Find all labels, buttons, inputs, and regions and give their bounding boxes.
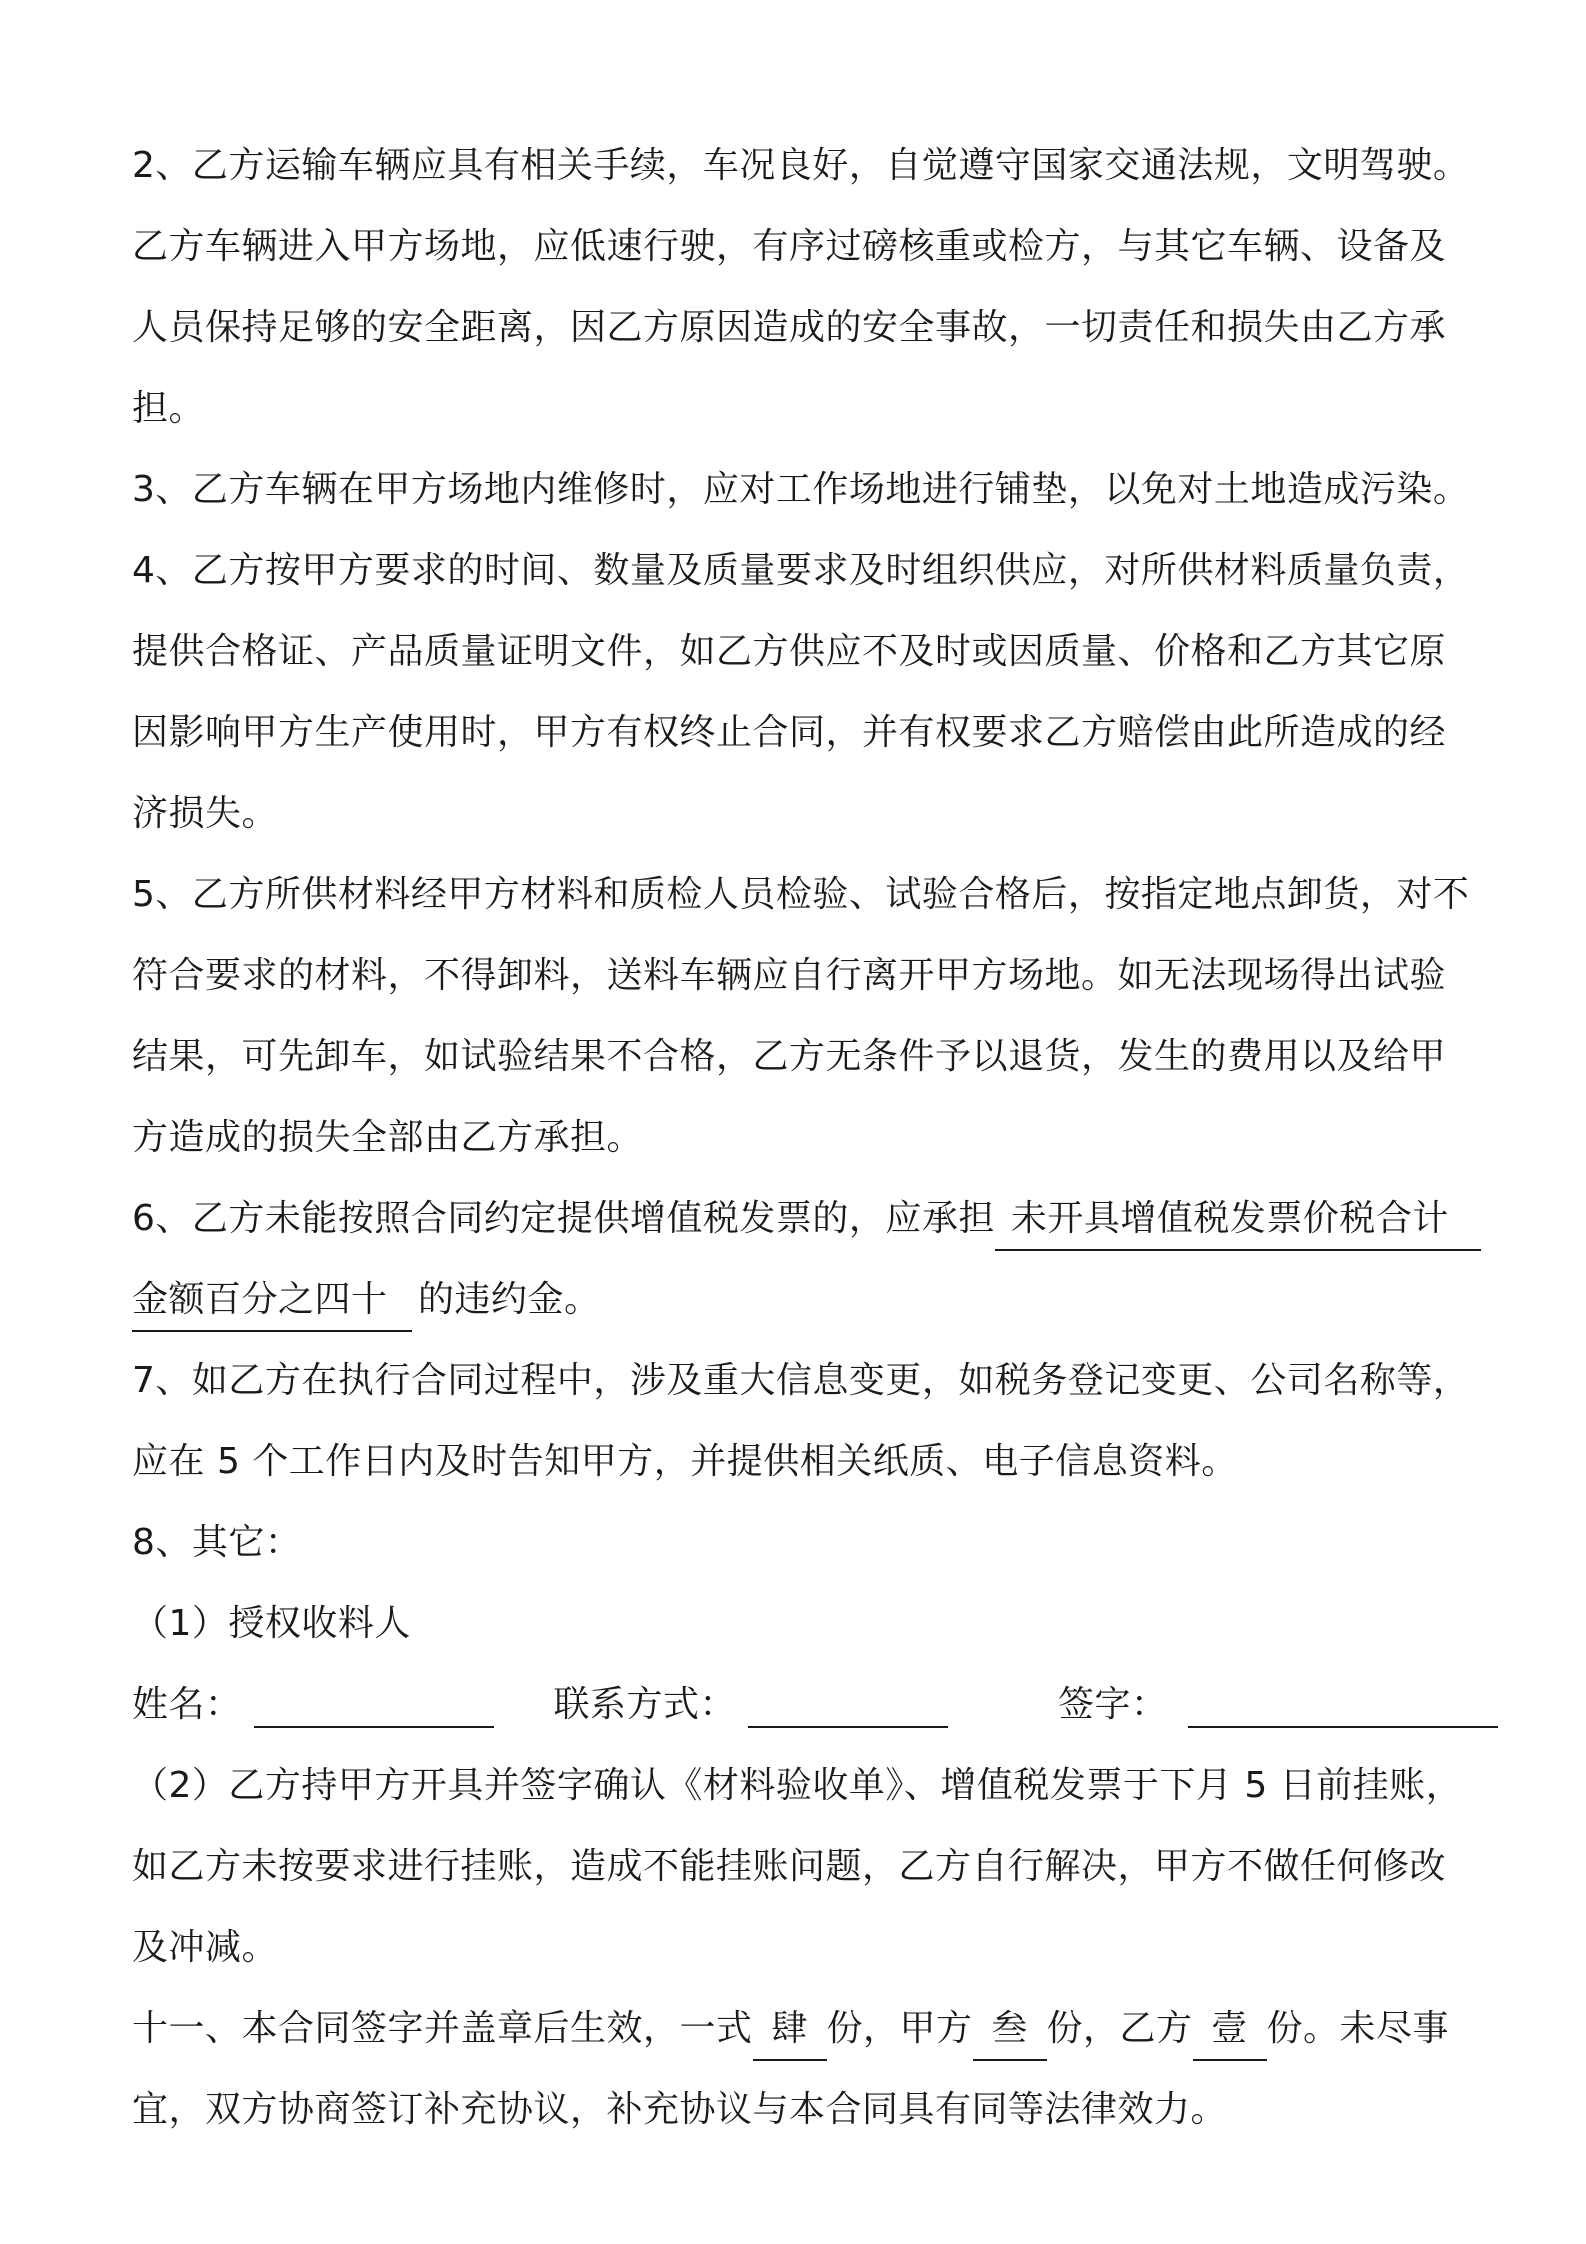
clause-7-line-2: 应在 5 个工作日内及时告知甲方，并提供相关纸质、电子信息资料。	[132, 1441, 1238, 1482]
penalty-fill-line-1: 未开具增值税发票价税合计	[995, 1189, 1481, 1251]
clause-4-line-1: 4、乙方按甲方要求的时间、数量及质量要求及时组织供应，对所供材料质量负责，	[132, 550, 1470, 591]
clause-3-line-1: 3、乙方车辆在甲方场地内维修时，应对工作场地进行铺垫，以免对土地造成污染。	[132, 469, 1470, 510]
clause-11-line-1	[132, 1988, 1512, 2069]
clause-4-line-2: 提供合格证、产品质量证明文件，如乙方供应不及时或因质量、价格和乙方其它原	[132, 631, 1447, 672]
receiver-fields-row	[132, 1664, 1512, 1745]
clause-11-text-d: 份。未尽事	[1266, 2008, 1450, 2049]
clause-8-item-2-line-1: （2）乙方持甲方开具并签字确认《材料验收单》、增值税发票于下月 5 日前挂账，	[132, 1765, 1463, 1806]
clause-11-text-b: 份，甲方	[826, 2008, 973, 2049]
clause-6-line-1	[132, 1178, 1512, 1259]
total-copies-fill: 肆	[753, 1999, 827, 2061]
name-label: 姓名：	[132, 1684, 242, 1725]
clause-8-item-2-line-2: 如乙方未按要求进行挂账，造成不能挂账问题，乙方自行解决，甲方不做任何修改	[132, 1846, 1447, 1887]
clause-6-line-2	[132, 1259, 1512, 1340]
clause-11-text-c: 份，乙方	[1046, 2008, 1193, 2049]
clause-5-line-4: 方造成的损失全部由乙方承担。	[132, 1117, 644, 1158]
clause-6-text: 6、乙方未能按照合同约定提供增值税发票的，应承担	[132, 1198, 995, 1239]
party-a-copies-fill: 叁	[973, 1999, 1047, 2061]
clause-8-item-2-line-3: 及冲减。	[132, 1927, 279, 1968]
clause-6-tail: 的违约金。	[418, 1279, 601, 1320]
clause-2-line-3: 人员保持足够的安全距离，因乙方原因造成的安全事故，一切责任和损失由乙方承	[132, 307, 1447, 348]
clause-2-line-2: 乙方车辆进入甲方场地，应低速行驶，有序过磅核重或检方，与其它车辆、设备及	[132, 226, 1447, 267]
clause-8-heading: 8、其它：	[132, 1522, 302, 1563]
clause-5-line-2: 符合要求的材料，不得卸料，送料车辆应自行离开甲方场地。如无法现场得出试验	[132, 955, 1447, 996]
clause-4-line-3: 因影响甲方生产使用时，甲方有权终止合同，并有权要求乙方赔偿由此所造成的经	[132, 712, 1447, 753]
clause-2-line-1: 2、乙方运输车辆应具有相关手续，车况良好，自觉遵守国家交通法规，文明驾驶。	[132, 145, 1470, 186]
clause-5-line-1: 5、乙方所供材料经甲方材料和质检人员检验、试验合格后，按指定地点卸货，对不	[132, 874, 1470, 915]
clause-4-line-4: 济损失。	[132, 793, 279, 834]
contact-blank	[748, 1682, 948, 1728]
signature-label: 签字：	[1058, 1684, 1168, 1725]
clause-8-item-1: （1）授权收料人	[132, 1603, 411, 1644]
clause-11-line-2: 宜，双方协商签订补充协议，补充协议与本合同具有同等法律效力。	[132, 2089, 1228, 2130]
clause-11-text-a: 十一、本合同签字并盖章后生效，一式	[132, 2008, 753, 2049]
party-b-copies-fill: 壹	[1193, 1999, 1267, 2061]
contract-page	[132, 125, 1512, 2150]
penalty-fill-line-2: 金额百分之四十	[132, 1270, 412, 1332]
clause-7-line-1: 7、如乙方在执行合同过程中，涉及重大信息变更，如税务登记变更、公司名称等，	[132, 1360, 1470, 1401]
contact-label: 联系方式：	[553, 1684, 737, 1725]
clause-2-line-4: 担。	[132, 388, 206, 429]
clause-5-line-3: 结果，可先卸车，如试验结果不合格，乙方无条件予以退货，发生的费用以及给甲	[132, 1036, 1447, 1077]
name-blank	[254, 1682, 494, 1728]
signature-blank	[1188, 1682, 1498, 1728]
